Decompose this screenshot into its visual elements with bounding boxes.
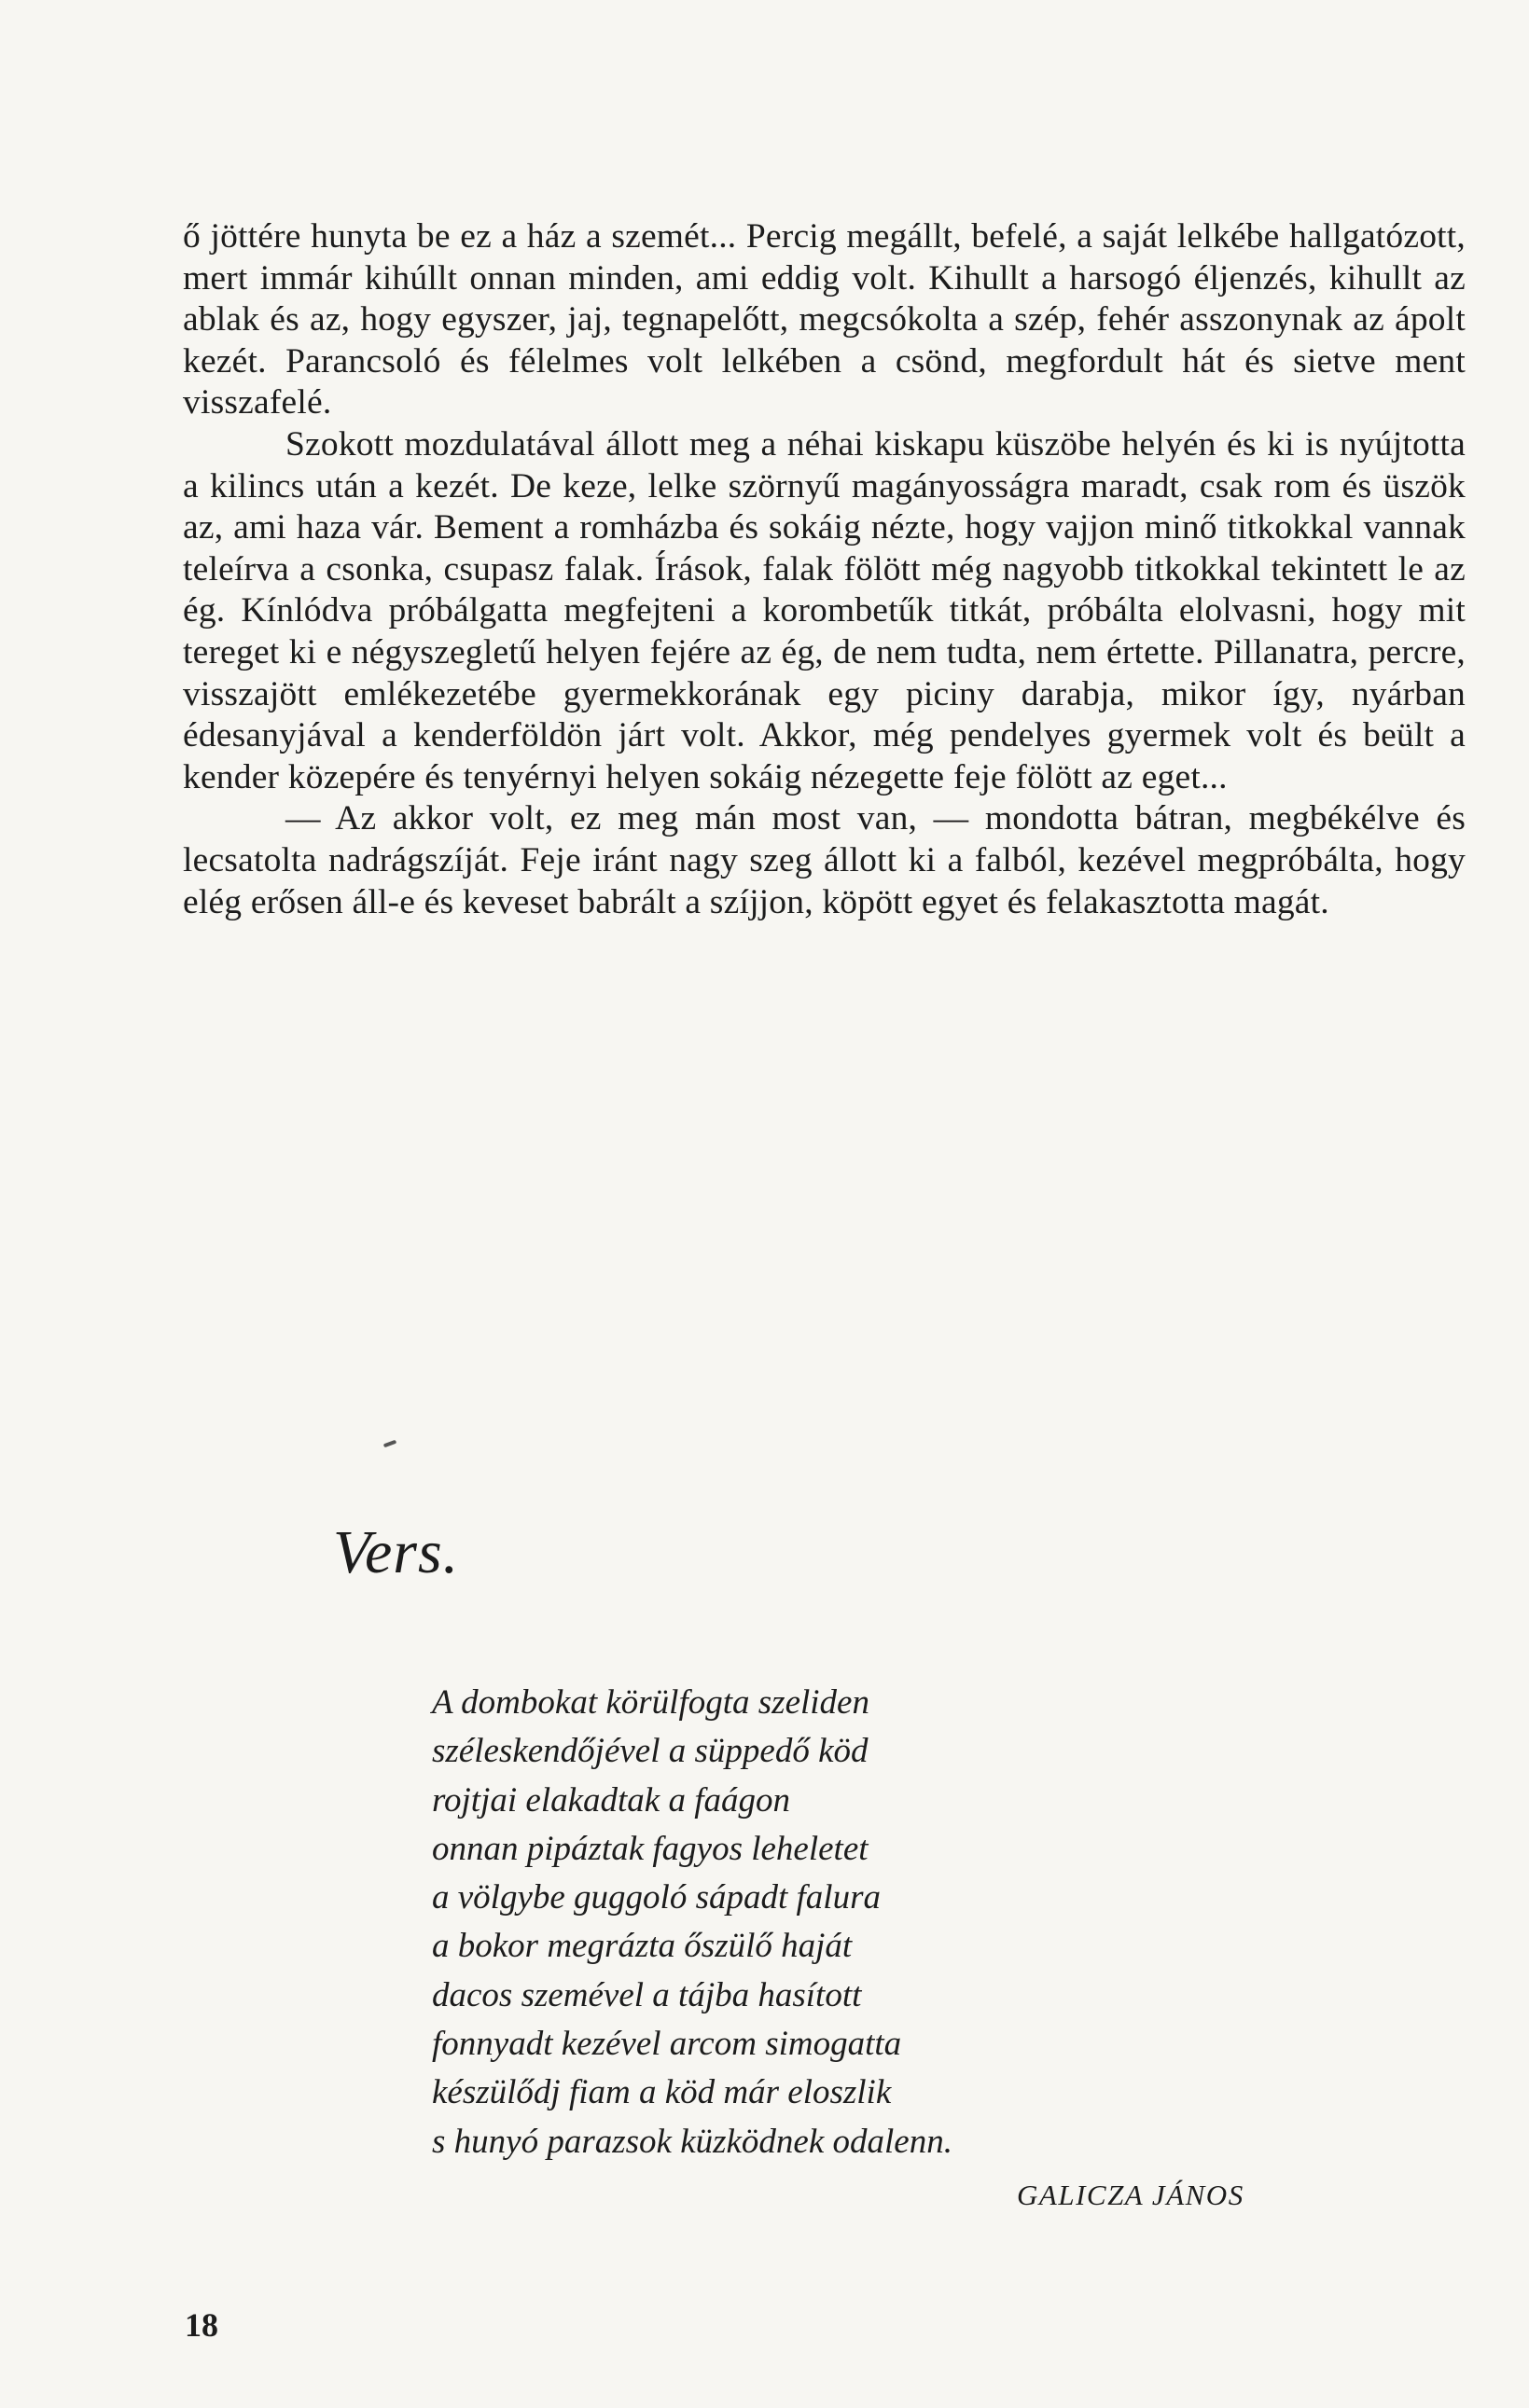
prose-paragraph-1: ő jöttére hunyta be ez a ház a szemét... Percig megállt, befelé, a saját lelkébe hallgatózott, mert immár kihúllt onnan minden, ami eddig volt. Kihullt a harsogó éljenzés, kihullt az ablak és az, hogy egyszer, jaj, tegnapelőtt, megcsókolta a szép, fehér asszonynak az ápolt kezét. Parancsoló és félelmes volt lelkében a csönd, megfordult hát és sietve ment visszafelé.: [183, 217, 1466, 422]
poem-line: a bokor megrázta őszülő haját: [432, 1927, 853, 1966]
prose-text-block: [183, 216, 1466, 923]
poem-author: GALICZA JÁNOS: [1017, 2179, 1244, 2211]
prose-paragraph-3: — Az akkor volt, ez meg mán most van, — mondotta bátran, megbékélve és lecsatolta nadrágszíját. Feje iránt nagy szeg állott ki a falból, kezével megpróbálta, hogy elég erősen áll-e és keveset babrált a szíjjon, köpött egyet és felakasztotta magát.: [183, 799, 1466, 921]
poem-line: a völgybe guggoló sápadt falura: [432, 1878, 881, 1917]
poem-line: készülődj fiam a köd már eloszlik: [432, 2073, 892, 2112]
poem-line: dacos szemével a tájba hasított: [432, 1975, 862, 2014]
poem-line: széleskendőjével a süppedő köd: [432, 1732, 869, 1771]
poem-line: A dombokat körülfogta szeliden: [432, 1683, 869, 1722]
poem-body: [432, 1679, 1365, 2166]
poem-line: s hunyó parazsok küzködnek odalenn.: [432, 2122, 952, 2161]
page-number: 18: [185, 2306, 218, 2344]
poem-line: fonnyadt kezével arcom simogatta: [432, 2025, 902, 2064]
poem-title: Vers.: [333, 1518, 460, 1586]
ink-speck-decoration: [383, 1440, 397, 1448]
prose-paragraph-2: Szokott mozdulatával állott meg a néhai kiskapu küszöbe helyén és ki is nyújtotta a kilincs után a kezét. De keze, lelke szörnyű magányosságra maradt, csak rom és üszök az, ami haza vár. Bement a romházba és sokáig nézte, hogy vajjon minő titkokkal vannak teleírva a csonka, csupasz falak. Írások, falak fölött még nagyobb titkokkal tekintett le az ég. Kínlódva próbálgatta megfejteni a korombetűk titkát, próbálta elolvasni, hogy mit tereget ki e négyszegletű helyen fejére az ég, de nem tudta, nem értette. Pillanatra, percre, visszajött emlékezetébe gyermekkorának egy piciny darabja, mikor így, nyárban édesanyjával a kenderföldön járt volt. Akkor, még pendelyes gyermek volt és beült a kender közepére és tenyérnyi helyen sokáig nézegette feje fölött az eget...: [183, 424, 1466, 796]
poem-line: rojtjai elakadtak a faágon: [432, 1780, 791, 1820]
poem-line: onnan pipáztak fagyos leheletet: [432, 1829, 869, 1868]
